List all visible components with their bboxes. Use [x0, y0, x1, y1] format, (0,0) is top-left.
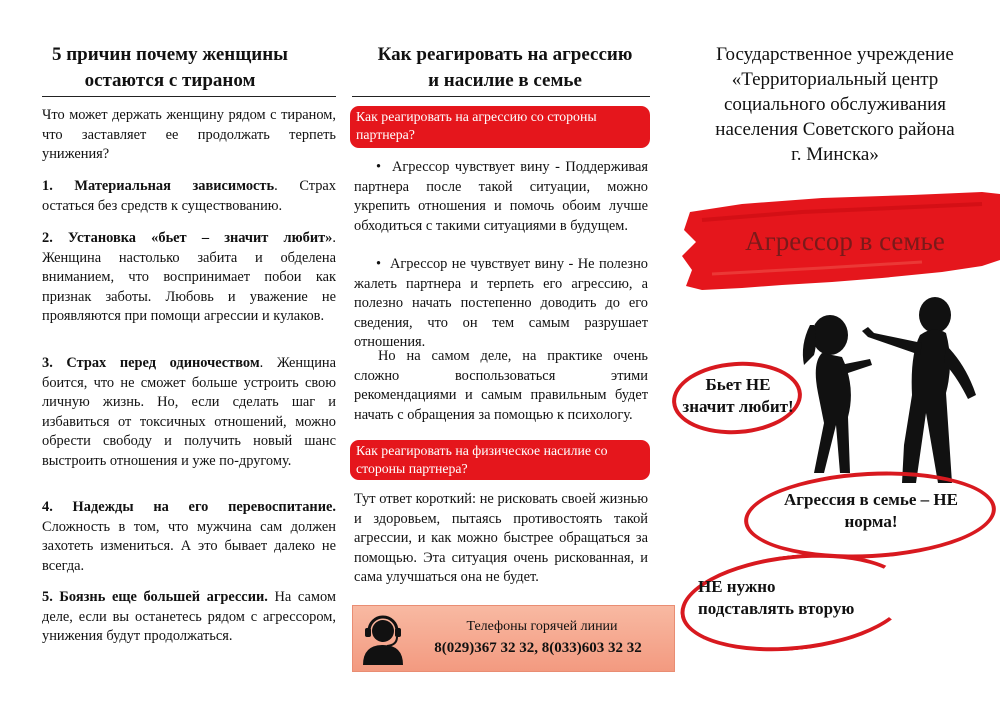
divider	[352, 96, 650, 97]
couple-silhouette-image	[770, 295, 1000, 485]
callout3-line1: НЕ нужно	[698, 577, 776, 596]
reasons-title-line2: остаются с тираном	[84, 70, 256, 91]
reasons-title	[20, 42, 320, 94]
hotline-label: Телефоны горячей линии	[466, 619, 618, 634]
hotline-box	[352, 605, 675, 672]
reason-1	[42, 177, 336, 216]
divider	[42, 96, 336, 97]
org-line3: социального обслуживания	[723, 94, 947, 115]
reason-3-text: . Женщина боится, что не сможет больше устроить свою личную жизнь. Но, если сделать шаг и избавиться от токсичных отношений, можно обрести свободу и получить новый шанс выстроить отношения и уже по-другому.	[42, 355, 336, 469]
reason-4	[42, 498, 336, 576]
reason-2-text: . Женщина настолько забита и обделена вниманием, что воспринимает побои как признак заботы. Любовь и уважение не проявляются при помощи агрессии и кулаков.	[42, 230, 336, 324]
reasons-title-line1: 5 причин почему женщины	[51, 44, 289, 65]
react-title	[340, 42, 670, 94]
react-title-line2: и насилие в семье	[428, 70, 582, 91]
callout-aggression-not-norm	[758, 489, 984, 533]
react-title-line1: Как реагировать на агрессию	[377, 44, 633, 65]
callout-beats-not-love	[676, 374, 800, 418]
bullet-no-guilt	[354, 255, 648, 353]
callout1-line1: Бьет НЕ	[705, 375, 771, 394]
violence-answer: Тут ответ короткий: не рисковать своей жизнью и здоровьем, пытаясь противостоять такой агрессии, и как можно быстрее обращаться за помощью. Эта ситуация очень рискованная, и сама улучшаться она не будет.	[354, 491, 648, 585]
reason-4-text: Сложность в том, что мужчина сам должен захотеть измениться. А это бывает далеко не всегда.	[42, 518, 336, 574]
bullet-dot-icon: •	[376, 256, 390, 272]
callout2-line1: Агрессия в семье – НЕ	[784, 490, 958, 509]
organization-name	[680, 42, 990, 167]
reason-3	[42, 354, 336, 471]
banner-title: Агрессор в семье	[745, 226, 945, 256]
callout2-line2: норма!	[844, 512, 898, 531]
org-line2: «Территориальный центр	[731, 69, 939, 90]
reason-1-text: . Страх остаться без средств к существованию.	[42, 178, 336, 214]
column-how-to-react	[340, 0, 670, 707]
column-reasons	[0, 0, 340, 707]
hotline-numbers: 8(029)367 32 32, 8(033)603 32 32	[434, 640, 642, 656]
reason-1-head: 1. Материальная зависимость	[42, 178, 275, 194]
reason-5-head: 5. Боязнь еще большей агрессии.	[42, 589, 268, 605]
reason-5	[42, 588, 336, 647]
bullet-guilt-text: Агрессор чувствует вину - Поддерживая партнера после такой ситуации, можно укрепить отношения и помочь обоим лучше обходиться с такими ситуациями в будущем.	[354, 159, 649, 234]
reason-2-head: 2. Установка «бьет – значит любит»	[42, 230, 333, 246]
callout-dont-turn-cheek	[698, 576, 898, 620]
bullet-no-guilt-text: Агрессор не чувствует вину - Не полезно жалеть партнера и терпеть его агрессию, а полезно начать постепенно доводить до его сведения, что он тем самым разрушает отношения.	[354, 256, 648, 350]
headset-operator-icon	[359, 613, 407, 665]
callout3-line2: подставлять вторую	[698, 599, 855, 618]
psychologist-paragraph: Но на самом деле, на практике очень сложно воспользоваться этими рекомендациями и самым правильным будет начать с обращения за помощью к психологу.	[354, 348, 648, 423]
question-box-violence: Как реагировать на физическое насилие со стороны партнера?	[350, 440, 650, 480]
question-box-aggression: Как реагировать на агрессию со стороны партнера?	[350, 106, 650, 148]
reason-4-head: 4. Надежды на его перевоспитание.	[42, 499, 336, 515]
org-line1: Государственное учреждение	[716, 44, 954, 65]
reasons-intro: Что может держать женщину рядом с тираном, что заставляет ее продолжать терпеть унижения?	[42, 107, 336, 162]
org-line4: населения Советского района	[715, 119, 955, 140]
column-cover	[670, 0, 1000, 707]
bullet-dot-icon: •	[376, 159, 393, 175]
reason-2	[42, 229, 336, 327]
reason-3-head: 3. Страх перед одиночеством	[42, 355, 260, 371]
bullet-guilt	[354, 158, 648, 236]
reason-5-text: На самом деле, если вы останетесь рядом с агрессором, унижения будут продолжаться.	[42, 589, 336, 644]
org-line5: г. Минска»	[791, 144, 879, 165]
callout1-line2: значит любит!	[682, 397, 794, 416]
